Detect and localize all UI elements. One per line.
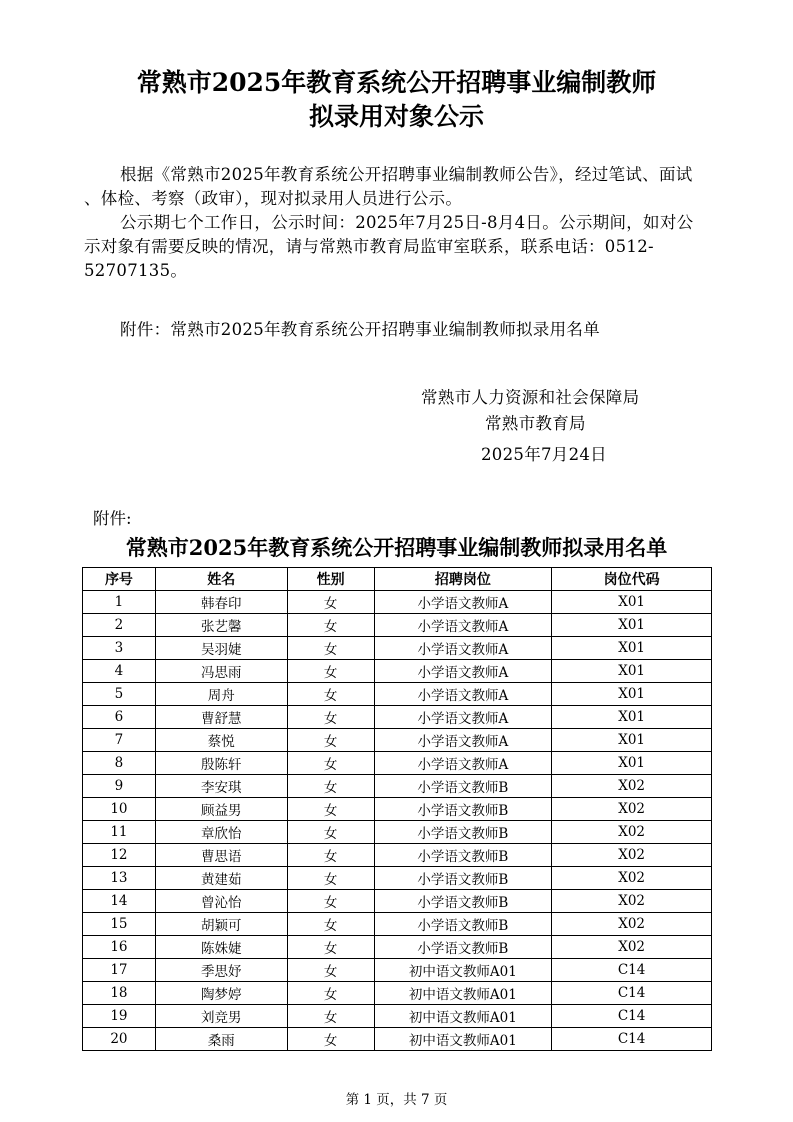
cell-seq: 20 xyxy=(83,1028,156,1051)
cell-name: 曹思语 xyxy=(155,844,287,867)
cell-seq: 15 xyxy=(83,913,156,936)
cell-name: 季思妤 xyxy=(155,959,287,982)
cell-seq: 11 xyxy=(83,821,156,844)
table-body xyxy=(83,591,712,1051)
cell-name: 冯思雨 xyxy=(155,660,287,683)
cell-code: C14 xyxy=(552,1028,712,1051)
header-col-name: 姓名 xyxy=(155,568,287,591)
cell-seq: 19 xyxy=(83,1005,156,1028)
table-row xyxy=(83,1005,712,1028)
table-row xyxy=(83,683,712,706)
cell-position: 小学语文教师B xyxy=(374,867,552,890)
cell-code: X01 xyxy=(552,591,712,614)
cell-seq: 18 xyxy=(83,982,156,1005)
cell-name: 黄建茹 xyxy=(155,867,287,890)
header-col-gender: 性别 xyxy=(287,568,374,591)
cell-code: X01 xyxy=(552,637,712,660)
cell-code: X02 xyxy=(552,913,712,936)
table-row xyxy=(83,890,712,913)
cell-code: X02 xyxy=(552,775,712,798)
cell-gender: 女 xyxy=(287,683,374,706)
cell-gender: 女 xyxy=(287,844,374,867)
cell-name: 陈姝婕 xyxy=(155,936,287,959)
cell-gender: 女 xyxy=(287,982,374,1005)
document-title-line1: 常熟市2025年教育系统公开招聘事业编制教师 xyxy=(136,68,657,97)
notice-paragraph-basis: 根据《常熟市2025年教育系统公开招聘事业编制教师公告》，经过笔试、面试 、体检、考察（政审），现对拟录用人员进行公示。 xyxy=(84,165,693,208)
header-col-code: 岗位代码 xyxy=(552,568,712,591)
table-row xyxy=(83,752,712,775)
cell-name: 曾沁怡 xyxy=(155,890,287,913)
cell-name: 韩春印 xyxy=(155,591,287,614)
cell-seq: 1 xyxy=(83,591,156,614)
cell-seq: 5 xyxy=(83,683,156,706)
table-header-row xyxy=(83,568,712,591)
cell-position: 小学语文教师B xyxy=(374,821,552,844)
table-row xyxy=(83,637,712,660)
cell-seq: 3 xyxy=(83,637,156,660)
cell-position: 小学语文教师A xyxy=(374,729,552,752)
cell-code: C14 xyxy=(552,982,712,1005)
cell-name: 顾益男 xyxy=(155,798,287,821)
cell-name: 蔡悦 xyxy=(155,729,287,752)
cell-position: 小学语文教师B xyxy=(374,798,552,821)
signature-date: 2025年7月24日 xyxy=(481,445,607,464)
cell-gender: 女 xyxy=(287,729,374,752)
cell-seq: 2 xyxy=(83,614,156,637)
cell-seq: 16 xyxy=(83,936,156,959)
cell-position: 小学语文教师A xyxy=(374,706,552,729)
table-row xyxy=(83,913,712,936)
table-row xyxy=(83,867,712,890)
cell-code: X01 xyxy=(552,706,712,729)
cell-seq: 7 xyxy=(83,729,156,752)
cell-name: 殷陈轩 xyxy=(155,752,287,775)
cell-name: 章欣怡 xyxy=(155,821,287,844)
cell-gender: 女 xyxy=(287,752,374,775)
cell-name: 吴羽婕 xyxy=(155,637,287,660)
cell-seq: 10 xyxy=(83,798,156,821)
cell-gender: 女 xyxy=(287,591,374,614)
cell-name: 桑雨 xyxy=(155,1028,287,1051)
cell-position: 小学语文教师B xyxy=(374,844,552,867)
cell-seq: 4 xyxy=(83,660,156,683)
signature-hr-bureau: 常熟市人力资源和社会保障局 xyxy=(421,388,640,407)
cell-seq: 9 xyxy=(83,775,156,798)
cell-seq: 6 xyxy=(83,706,156,729)
cell-gender: 女 xyxy=(287,821,374,844)
cell-position: 小学语文教师B xyxy=(374,913,552,936)
table-row xyxy=(83,660,712,683)
cell-code: C14 xyxy=(552,959,712,982)
cell-code: X02 xyxy=(552,890,712,913)
cell-gender: 女 xyxy=(287,959,374,982)
table-row xyxy=(83,821,712,844)
document-title-line2: 拟录用对象公示 xyxy=(308,102,484,131)
cell-position: 小学语文教师B xyxy=(374,936,552,959)
cell-code: X02 xyxy=(552,798,712,821)
attachment-label: 附件: xyxy=(93,509,132,528)
table-row xyxy=(83,775,712,798)
cell-name: 曹舒慧 xyxy=(155,706,287,729)
header-col-seq: 序号 xyxy=(83,568,156,591)
table-row xyxy=(83,844,712,867)
cell-gender: 女 xyxy=(287,1005,374,1028)
cell-gender: 女 xyxy=(287,913,374,936)
signature-education-bureau: 常熟市教育局 xyxy=(485,414,586,433)
cell-position: 小学语文教师A xyxy=(374,591,552,614)
cell-name: 李安琪 xyxy=(155,775,287,798)
cell-name: 张艺馨 xyxy=(155,614,287,637)
cell-code: X01 xyxy=(552,660,712,683)
cell-seq: 12 xyxy=(83,844,156,867)
header-col-position: 招聘岗位 xyxy=(374,568,552,591)
cell-code: X02 xyxy=(552,821,712,844)
cell-position: 初中语文教师A01 xyxy=(374,982,552,1005)
table-row xyxy=(83,706,712,729)
cell-gender: 女 xyxy=(287,637,374,660)
attachment-reference: 附件：常熟市2025年教育系统公开招聘事业编制教师拟录用名单 xyxy=(120,320,600,339)
cell-position: 小学语文教师A xyxy=(374,637,552,660)
table-row xyxy=(83,982,712,1005)
cell-position: 小学语文教师A xyxy=(374,614,552,637)
table-row xyxy=(83,729,712,752)
cell-gender: 女 xyxy=(287,936,374,959)
cell-code: X01 xyxy=(552,683,712,706)
table-row xyxy=(83,798,712,821)
cell-name: 周舟 xyxy=(155,683,287,706)
table-row xyxy=(83,936,712,959)
cell-seq: 17 xyxy=(83,959,156,982)
page-footer: 第 1 页，共 7 页 xyxy=(345,1092,448,1108)
cell-gender: 女 xyxy=(287,614,374,637)
cell-gender: 女 xyxy=(287,775,374,798)
cell-code: X01 xyxy=(552,614,712,637)
table-row xyxy=(83,614,712,637)
notice-paragraph-period: 公示期七个工作日，公示时间：2025年7月25日-8月4日。公示期间，如对公示对象有需要反映的情况，请与常熟市教育局监审室联系，联系电话：0512-52707135。 xyxy=(84,213,694,280)
cell-position: 小学语文教师A xyxy=(374,660,552,683)
cell-code: X01 xyxy=(552,729,712,752)
list-title: 常熟市2025年教育系统公开招聘事业编制教师拟录用名单 xyxy=(125,535,668,560)
hire-list-table xyxy=(82,567,712,1051)
cell-name: 刘竞男 xyxy=(155,1005,287,1028)
cell-position: 小学语文教师B xyxy=(374,775,552,798)
cell-code: X02 xyxy=(552,867,712,890)
cell-seq: 8 xyxy=(83,752,156,775)
cell-gender: 女 xyxy=(287,867,374,890)
cell-code: C14 xyxy=(552,1005,712,1028)
cell-name: 胡颖可 xyxy=(155,913,287,936)
cell-gender: 女 xyxy=(287,1028,374,1051)
cell-position: 小学语文教师A xyxy=(374,683,552,706)
cell-gender: 女 xyxy=(287,660,374,683)
cell-code: X01 xyxy=(552,752,712,775)
cell-code: X02 xyxy=(552,844,712,867)
cell-position: 小学语文教师A xyxy=(374,752,552,775)
cell-gender: 女 xyxy=(287,706,374,729)
cell-name: 陶梦婷 xyxy=(155,982,287,1005)
cell-position: 小学语文教师B xyxy=(374,890,552,913)
cell-seq: 14 xyxy=(83,890,156,913)
cell-position: 初中语文教师A01 xyxy=(374,959,552,982)
cell-gender: 女 xyxy=(287,798,374,821)
cell-seq: 13 xyxy=(83,867,156,890)
table-row xyxy=(83,1028,712,1051)
cell-gender: 女 xyxy=(287,890,374,913)
cell-position: 初中语文教师A01 xyxy=(374,1005,552,1028)
cell-position: 初中语文教师A01 xyxy=(374,1028,552,1051)
cell-code: X02 xyxy=(552,936,712,959)
table-row xyxy=(83,591,712,614)
table-row xyxy=(83,959,712,982)
